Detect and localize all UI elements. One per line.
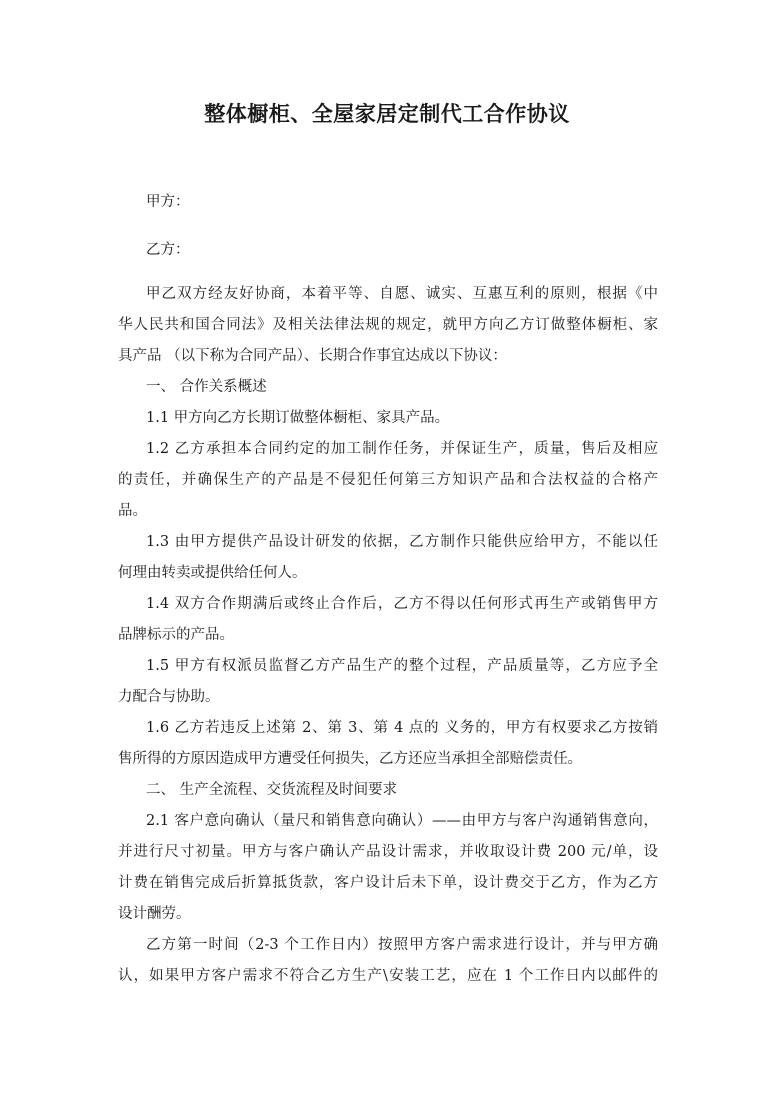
clause-line: 品。 [118, 503, 147, 519]
section-heading: 二、 生产全流程、交货流程及时间要求 [146, 782, 398, 798]
clause-line: 1.5 甲方有权派员监督乙方产品生产的整个过程，产品质量等，乙方应予全 [146, 658, 658, 674]
clause-line: 1.2 乙方承担本合同约定的加工制作任务，并保证生产，质量，售后及相应 [146, 441, 658, 457]
clause-line: 计费在销售完成后折算抵货款，客户设计后未下单，设计费交于乙方，作为乙方 [118, 875, 658, 891]
clause-line: 的责任，并确保生产的产品是不侵犯任何第三方知识产品和合法权益的合格产 [118, 472, 658, 488]
body-line: 乙方第一时间（2-3 个工作日内）按照甲方客户需求进行设计，并与甲方确 [146, 937, 658, 953]
clause-line: 1.4 双方合作期满后或终止合作后，乙方不得以任何形式再生产或销售甲方 [146, 596, 658, 612]
document-title: 整体橱柜、全屋家居定制代工合作协议 [204, 102, 570, 126]
body-line: 认，如果甲方客户需求不符合乙方生产\安装工艺，应在 1 个工作日内以邮件的 [118, 968, 658, 984]
clause-line: 品牌标示的产品。 [118, 627, 234, 643]
clause-line: 2.1 客户意向确认（量尺和销售意向确认）——由甲方与客户沟通销售意向， [146, 813, 658, 829]
body-line: 华人民共和国合同法》及相关法律法规的规定，就甲方向乙方订做整体橱柜、家 [118, 317, 658, 333]
clause-line: 1.3 由甲方提供产品设计研发的依据，乙方制作只能供应给甲方，不能以任 [146, 534, 658, 550]
body-line: 甲乙双方经友好协商，本着平等、自愿、诚实、互惠互利的原则，根据《中 [146, 286, 658, 302]
party-a-label: 甲方： [146, 194, 190, 210]
clause-line: 1.6 乙方若违反上述第 2、第 3、第 4 点的 义务的，甲方有权要求乙方按销 [146, 720, 658, 736]
clause-line: 力配合与协助。 [118, 689, 220, 705]
body-line: 具产品 （以下称为合同产品）、长期合作事宜达成以下协议： [118, 348, 507, 364]
party-b-label: 乙方： [146, 242, 190, 258]
clause-line: 设计酬劳。 [118, 906, 191, 922]
clause-line: 并进行尺寸初量。甲方与客户确认产品设计需求，并收取设计费 200 元/单，设 [118, 844, 658, 860]
section-heading: 一、 合作关系概述 [146, 379, 267, 395]
clause-line: 何理由转卖或提供给任何人。 [118, 565, 307, 581]
clause-line: 1.1 甲方向乙方长期订做整体橱柜、家具产品。 [146, 410, 450, 426]
clause-line: 售所得的方原因造成甲方遭受任何损失，乙方还应当承担全部赔偿责任。 [118, 751, 582, 767]
